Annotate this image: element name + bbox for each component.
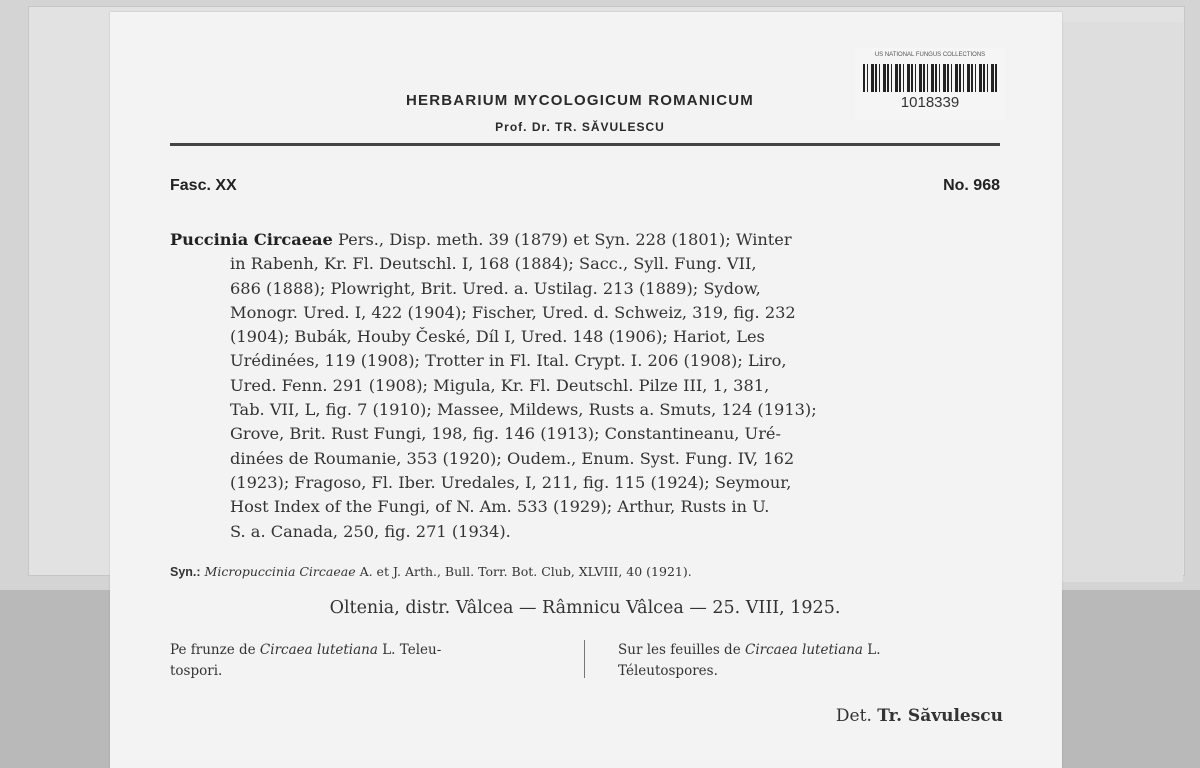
herbarium-subtitle: Prof. Dr. TR. SĂVULESCU [495,120,665,134]
locality-line: Oltenia, distr. Vâlcea — Râmnicu Vâlcea — 25. VIII, 1925. [329,598,841,618]
host-plant-name: Circaea lutetiana [259,642,378,658]
citation-line: (1904); Bubák, Houby České, Díl I, Ured. 148 (1906); Hariot, Les [230,327,765,347]
host-plant-name: Circaea lutetiana [744,642,863,658]
synonym-reference: A. et J. Arth., Bull. Torr. Bot. Club, XLVIII, 40 (1921). [355,564,692,579]
host-note-french: Sur les feuilles de Circaea lutetiana L. Téleutospores. [618,642,881,679]
column-divider [584,640,585,678]
citation-line: Ured. Fenn. 291 (1908); Migula, Kr. Fl. Deutschl. Pilze III, 1, 381, [230,375,770,395]
citation-line: 686 (1888); Plowright, Brit. Ured. a. Ustilag. 213 (1889); Sydow, [230,278,761,298]
citation-line: Monogr. Ured. I, 422 (1904); Fischer, Ured. d. Schweiz, 319, fig. 232 [230,302,796,322]
barcode-sticker [855,48,1005,120]
specimen-number: No. 968 [943,177,1000,194]
determiner-line: Det. Tr. Săvulescu [835,706,1003,726]
synonym-label: Syn.: [170,565,201,579]
citation-line: Grove, Brit. Rust Fungi, 198, fig. 146 (1913); Constantineanu, Uré- [230,424,781,444]
barcode-icon [863,64,997,92]
envelope-flap [1060,22,1183,582]
host-note-romanian: Pe frunze de Circaea lutetiana L. Teleu- tospori. [170,642,442,679]
synonym-name: Micropuccinia Circaeae [204,564,356,579]
barcode-number: 1018339 [900,94,960,111]
header-rule [170,143,1000,146]
citation-line: Host Index of the Fungi, of N. Am. 533 (1929); Arthur, Rusts in U. [230,497,770,517]
barcode-institution: US NATIONAL FUNGUS COLLECTIONS [874,52,986,58]
synonym-line [170,564,1000,579]
fascicle-label: Fasc. XX [170,177,237,194]
determiner-name: Tr. Săvulescu [877,706,1003,726]
citation-block [170,228,1000,544]
herbarium-title: HERBARIUM MYCOLOGICUM ROMANICUM [405,92,754,109]
citation-line: dinées de Roumanie, 353 (1920); Oudem., Enum. Syst. Fung. IV, 162 [230,448,795,468]
species-name: Puccinia Circaeae [170,230,333,249]
citation-line: in Rabenh, Kr. Fl. Deutschl. I, 168 (1884); Sacc., Syll. Fung. VII, [230,254,757,274]
citation-line: Tab. VII, L, fig. 7 (1910); Massee, Mildews, Rusts a. Smuts, 124 (1913); [230,400,817,420]
citation-line: Urédinées, 119 (1908); Trotter in Fl. Ital. Crypt. I. 206 (1908); Liro, [230,351,787,371]
citation-line: Puccinia Circaeae Pers., Disp. meth. 39 (1879) et Syn. 228 (1801); Winter [170,230,792,249]
citation-line: (1923); Fragoso, Fl. Iber. Uredales, I, 211, fig. 115 (1924); Seymour, [230,472,792,492]
herbarium-label [110,12,1062,768]
citation-line: S. a. Canada, 250, fig. 271 (1934). [230,521,511,541]
